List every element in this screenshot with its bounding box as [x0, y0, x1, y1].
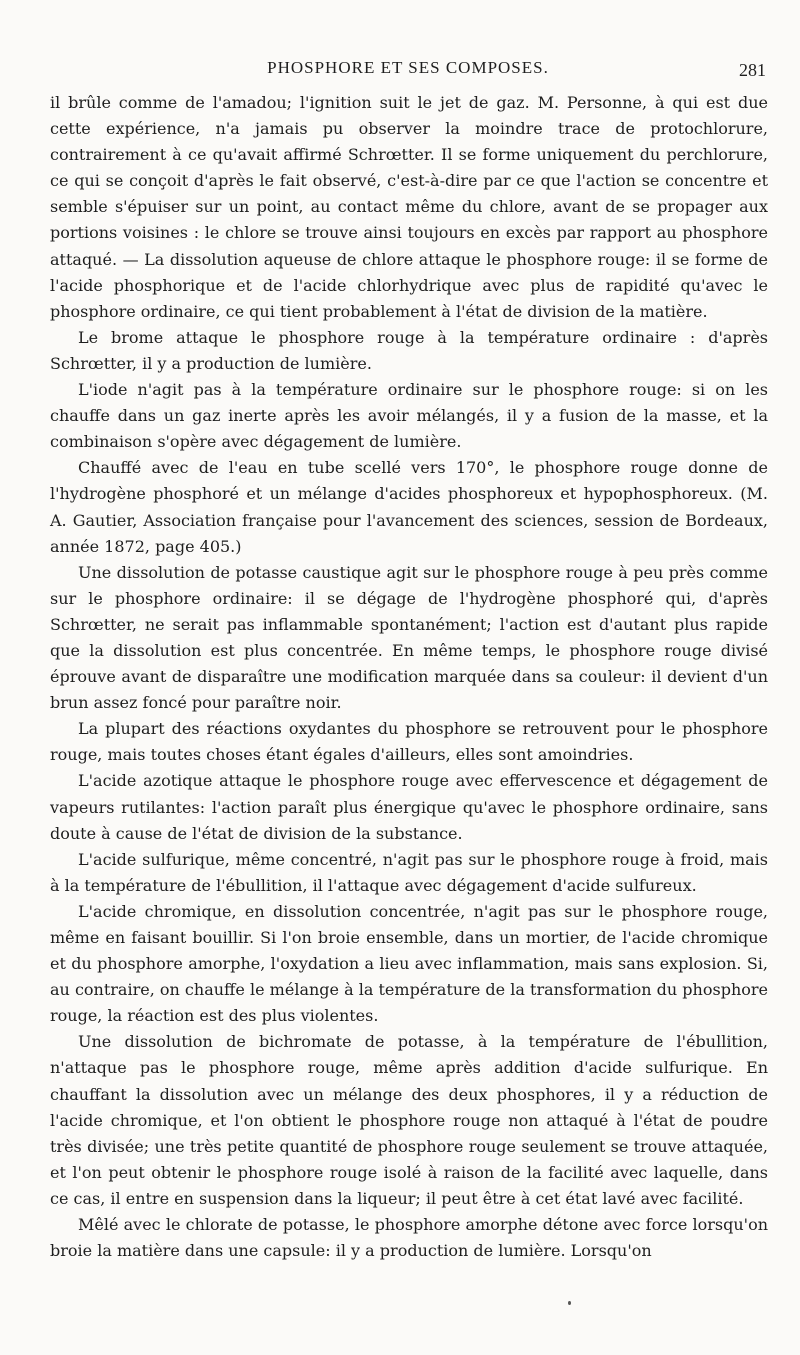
running-title: PHOSPHORE ET SES COMPOSES.	[267, 58, 549, 77]
paragraph-6: La plupart des réactions oxydantes du phosphore se retrouvent pour le phosphore rouge, mais toutes choses étant égales d'ailleurs, elles sont amoindries.	[50, 719, 768, 765]
paragraph-7: L'acide azotique attaque le phosphore rouge avec effervescence et dégagement de vapeurs rutilantes: l'action paraît plus énergique qu'avec le phosphore ordinaire, sans doute à cause de l'état de division de la substance.	[50, 771, 768, 843]
paragraph-2: Le brome attaque le phosphore rouge à la température ordinaire : d'après Schrœtter, il y a production de lumière.	[50, 327, 768, 373]
paragraph-10: Une dissolution de bichromate de potasse, à la température de l'ébullition, n'attaque pas le phosphore rouge, même après addition d'acide sulfurique. En chauffant la dissolution avec un mélange des deux phosphores, il y a réduction de l'acide chromique, et l'on obtient le phosphore rouge non attaqué à l'état de poudre très divisée; une très petite quantité de phosphore rouge seulement se trouve attaquée, et l'on peut obtenir le phosphore rouge isolé à raison de la facilité avec laquelle, dans ce cas, il entre en suspension dans la liqueur; il peut être à cet état lavé avec facilité.	[50, 1032, 768, 1208]
paragraph-3: L'iode n'agit pas à la température ordinaire sur le phosphore rouge: si on les chauffe dans un gaz inerte après les avoir mélangés, il y a fusion de la masse, et la combinaison s'opère avec dégagement de lumière.	[50, 380, 768, 452]
paragraph-8: L'acide sulfurique, même concentré, n'agit pas sur le phosphore rouge à froid, mais à la température de l'ébullition, il l'attaque avec dégagement d'acide sulfureux.	[50, 849, 768, 895]
page-header	[50, 52, 766, 80]
page-number: 281	[739, 60, 766, 80]
body-text	[50, 90, 768, 1264]
paragraph-1: il brûle comme de l'amadou; l'ignition suit le jet de gaz. M. Personne, à qui est due cette expérience, n'a jamais pu observer la moindre trace de protochlorure, contrairement à ce qu'avait affirmé Schrœtter. Il se forme uniquement du perchlorure, ce qui se conçoit d'après le fait observé, c'est-à-dire par ce que l'action se concentre et semble s'épuiser sur un point, au contact même du chlore, avant de se propager aux portions voisines : le chlore se trouve ainsi toujours en excès par rapport au phosphore attaqué. — La dissolution aqueuse de chlore attaque le phosphore rouge: il se forme de l'acide phosphorique et de l'acide chlorhydrique avec plus de rapidité qu'avec le phosphore ordinaire, ce qui tient probablement à l'état de division de la matière.	[50, 93, 768, 321]
paragraph-11: Mêlé avec le chlorate de potasse, le phosphore amorphe détone avec force lorsqu'on broie la matière dans une capsule: il y a production de lumière. Lorsqu'on	[50, 1215, 768, 1261]
paragraph-5: Une dissolution de potasse caustique agit sur le phosphore rouge à peu près comme sur le phosphore ordinaire: il se dégage de l'hydrogène phosphoré qui, d'après Schrœtter, ne serait pas inflammable spontanément; l'action est d'autant plus rapide que la dissolution est plus concentrée. En même temps, le phosphore rouge divisé éprouve avant de disparaître une modification marquée dans sa couleur: il devient d'un brun assez foncé pour paraître noir.	[50, 562, 768, 713]
ink-mark	[568, 1301, 571, 1305]
paragraph-9: L'acide chromique, en dissolution concentrée, n'agit pas sur le phosphore rouge, même en faisant bouillir. Si l'on broie ensemble, dans un mortier, de l'acide chromique et du phosphore amorphe, l'oxydation a lieu avec inflammation, mais sans explosion. Si, au contraire, on chauffe le mélange à la température de la transformation du phosphore rouge, la réaction est des plus violentes.	[50, 901, 768, 1026]
paragraph-4: Chauffé avec de l'eau en tube scellé vers 170°, le phosphore rouge donne de l'hydrogène phosphoré et un mélange d'acides phosphoreux et hypophosphoreux. (M. A. Gautier, Association française pour l'avancement des sciences, session de Bordeaux, année 1872, page 405.)	[50, 458, 768, 556]
